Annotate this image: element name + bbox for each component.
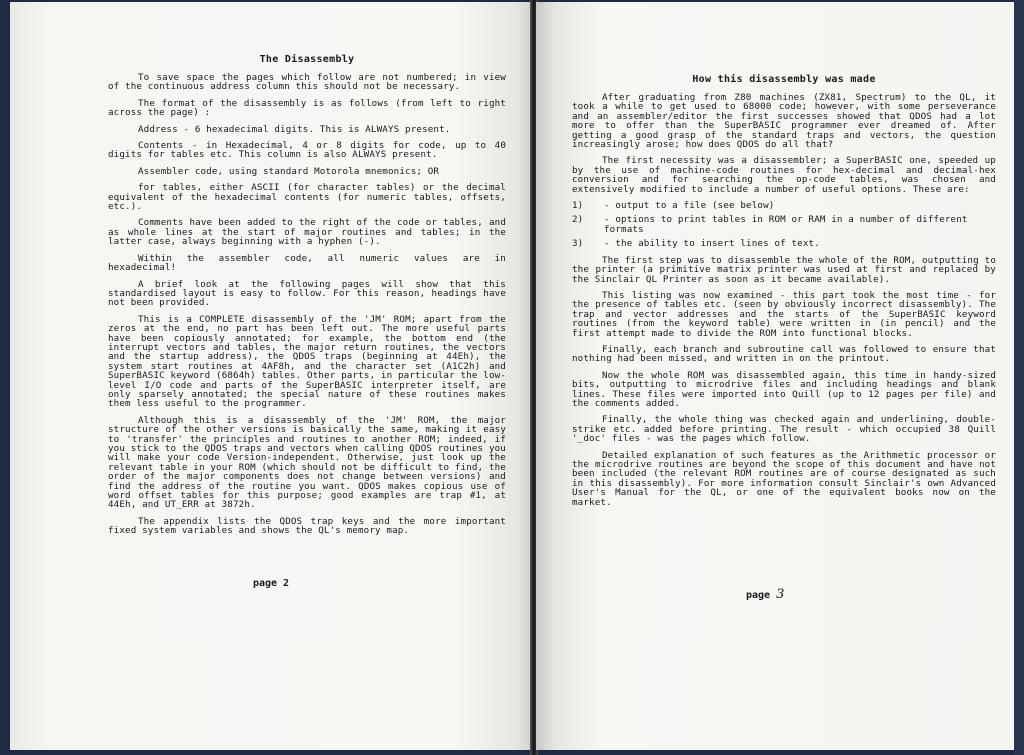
right-paragraph-3: The first step was to disassemble the whole of the ROM, outputting to the printer (a primitive matrix printer was used at first and replaced by the Sinclair QL Printer as soon as it became available). [572, 254, 996, 285]
left-paragraph-11: Although this is a disassembly of the 'JM' ROM, the major structure of the other versions is basically the same, making it easy to 'transfer' the principles and routines to another ROM; indeed, if you stick to the QDOS traps and vectors when calling QDOS routines you will make your code Version-independent. Otherwise, just look up the relevant table in your ROM (which should not be difficult to find, the order of the major components does not change between versions) and find the address of the routine you want. QDOS makes copious use of word offset tables for this purpose; good examples are trap #1, at 44Eh, and UT_ERR at 3872h. [108, 414, 506, 511]
right-page [536, 2, 1014, 750]
left-paragraph-4: Contents - in Hexadecimal, 4 or 8 digits for code, up to 40 digits for tables etc. This column is also ALWAYS present. [108, 140, 506, 161]
list-item-number: 3) [572, 238, 584, 250]
left-paragraph-2: The format of the disassembly is as follows (from left to right across the page) : [108, 97, 506, 119]
left-paragraph-7: Comments have been added to the right of the code or tables, and as whole lines at the start of major routines and tables; in the latter case, always beginning with a hyphen (-). [108, 217, 506, 248]
left-paragraph-8: Within the assembler code, all numeric values are in hexadecimal! [108, 252, 506, 274]
list-item-text: - the ability to insert lines of text. [604, 238, 820, 250]
left-paragraph-5: Assembler code, using standard Motorola mnemonics; OR [138, 165, 440, 177]
right-paragraph-8: Detailed explanation of such features as the Arithmetic processor or the microdrive routines are beyond the scope of this document and have not been included (the relevant ROM routines are of course designated as such in this disassembly). For more information consult Sinclair's own Advanced User's Manual for the QL, or one of the equivalent books now on the market. [572, 449, 996, 508]
options-list [572, 201, 996, 249]
right-paragraph-5: Finally, each branch and subroutine call was followed to ensure that nothing had been missed, and written in on the printout. [572, 343, 996, 365]
right-paragraph-7: Finally, the whole thing was checked again and underlining, double-strike etc. added before printing. The result - which occupied 38 Quill '_doc' files - was the pages which follow. [572, 414, 996, 445]
book-edge [1014, 0, 1024, 755]
list-item [572, 215, 996, 234]
left-paragraph-1: To save space the pages which follow are not numbered; in view of the continuous address column this should not be necessary. [108, 72, 506, 93]
right-folio-text: page [746, 590, 771, 601]
right-page-number [746, 587, 784, 602]
left-paragraph-9: A brief look at the following pages will show that this standardised layout is easy to follow. For this reason, headings have not been provided. [108, 278, 506, 309]
left-paragraph-6: for tables, either ASCII (for character tables) or the decimal equivalent of the hexadecimal contents (for numeric tables, offsets, etc.). [108, 182, 506, 213]
left-paragraph-10: This is a COMPLETE disassembly of the 'JM' ROM; apart from the zeros at the end, no part has been left out. The more useful parts have been copiously annotated; for example, the bottom end (the interrupt vectors and tables, the major return routines, the vectors and the startup address), the QDOS traps (beginning at 44Eh), the system start routines at 4AF8h, and the character set (A1C2h) and SuperBASIC keyword (6864h) tables. Other parts, in particular the low-level I/O code and parts of the SuperBASIC interpreter itself, are only sparsely annotated; the special nature of these routines makes them less useful to the programmer. [108, 313, 506, 410]
left-paragraph-12: The appendix lists the QDOS trap keys and the more important fixed system variables and shows the QL's memory map. [108, 515, 506, 537]
right-paragraph-4: This listing was now examined - this part took the most time - for the presence of tables etc. (seen by obviously incorrect disassembly). The trap and vector addresses and the starts of the SuperBASIC keyword routines (from the keyword table) were written in (in pencil) and the first attempt made to divide the ROM into functional blocks. [572, 289, 996, 339]
list-item [572, 201, 996, 210]
right-folio-number: 3 [776, 587, 785, 602]
right-paragraph-6: Now the whole ROM was disassembled again, this time in handy-sized bits, outputting to microdrive files and including headings and blank lines. These files were imported into Quill (up to 12 pages per file) and the comments added. [572, 369, 996, 409]
list-item-text: - output to a file (see below) [604, 200, 775, 212]
list-item-text: - options to print tables in ROM or RAM in a number of different formats [604, 214, 968, 235]
right-page-title: How this disassembly was made [692, 74, 876, 85]
right-paragraph-1: After graduating from Z80 machines (ZX81, Spectrum) to the QL, it took a while to get used to 68000 code; however, with some perseverance and an assembler/editor the first successes showed that QDOS had a lot more to offer than the SuperBASIC programmer ever dreamed of. After getting a good grasp of the standard traps and vectors, the question increasingly arose; how does QDOS do all that? [572, 92, 996, 151]
list-item-number: 2) [572, 214, 584, 226]
left-page [10, 2, 532, 750]
left-paragraph-3: Address - 6 hexadecimal digits. This is ALWAYS present. [138, 123, 451, 135]
left-page-number: page 2 [252, 578, 290, 589]
left-page-title: The Disassembly [259, 54, 355, 65]
list-item [572, 239, 996, 248]
list-item-number: 1) [572, 200, 584, 212]
right-paragraph-2: The first necessity was a disassembler; a SuperBASIC one, speeded up by the use of machine-code routines for hex-decimal and decimal-hex conversion and for searching the op-code tables, was chosen and extensively modified to include a number of useful options. These are: [572, 155, 996, 195]
